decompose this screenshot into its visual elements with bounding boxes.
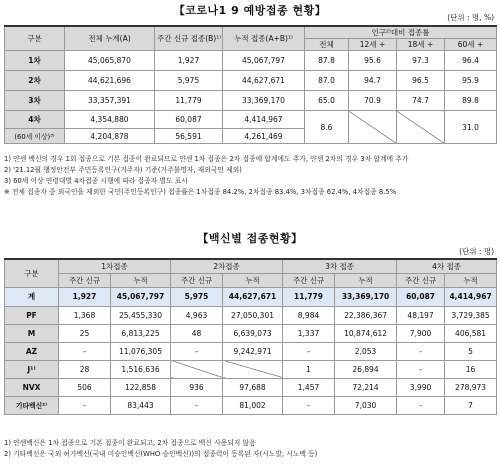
cell: 406,581	[445, 324, 497, 342]
cell: -	[397, 360, 445, 378]
footnote: 3) 60세 이상 연령대별 4차접종 시행에 따라 접종자 별도 표시	[4, 177, 188, 185]
row-label: 기타백신²⁾	[5, 396, 59, 414]
cell: 33,369,170	[223, 91, 305, 111]
cell: 1,337	[283, 324, 335, 342]
cell: 6,639,073	[223, 324, 283, 342]
cell: 44,627,671	[223, 287, 283, 306]
empty-diagonal-cell	[223, 360, 283, 378]
footnote: 1) 얀센백신은 1차 접종으로 기본 접종이 완료되고, 2차 접종으로 백신 사용되지 않음	[4, 439, 256, 447]
cell: 936	[171, 378, 223, 396]
table2-title: 【백신별 접종현황】	[197, 232, 303, 245]
cell: 4,963	[171, 306, 223, 324]
header-dose2: 2차접종	[171, 259, 283, 273]
cell: 5,975	[171, 287, 223, 306]
header-weekly-new: 주간 신규	[283, 273, 335, 287]
cell: 96.5	[397, 71, 445, 91]
cell: 26,894	[335, 360, 397, 378]
cell: 97.3	[397, 51, 445, 71]
cell: 31.0	[445, 111, 497, 144]
cell: 25	[59, 324, 111, 342]
row-label: 4차	[5, 111, 65, 129]
vaccination-status-table	[4, 25, 497, 144]
cell: 3,990	[397, 378, 445, 396]
cell: 96.4	[445, 51, 497, 71]
table-row	[5, 51, 497, 71]
row-label: NVX	[5, 378, 59, 396]
cell: 4,354,880	[65, 111, 155, 129]
table-row	[5, 324, 497, 342]
cell: 70.9	[349, 91, 397, 111]
cell: 1,927	[59, 287, 111, 306]
cell: -	[171, 342, 223, 360]
empty-diagonal-cell	[171, 360, 223, 378]
cell: 28	[59, 360, 111, 378]
cell: 8,984	[283, 306, 335, 324]
cell: -	[59, 342, 111, 360]
table-row	[5, 306, 497, 324]
cell: 72,214	[335, 378, 397, 396]
cell: 94.7	[349, 71, 397, 91]
cell: 7,900	[397, 324, 445, 342]
cell: 48,197	[397, 306, 445, 324]
cell: -	[283, 396, 335, 414]
header-rate: 인구²⁾대비 접종률	[305, 26, 497, 39]
cell: 95.6	[349, 51, 397, 71]
header-gubun: 구분	[5, 259, 59, 287]
header-cumulative: 누적	[445, 273, 497, 287]
header-cumulative: 누적	[223, 273, 283, 287]
cell: -	[59, 396, 111, 414]
cell: 4,414,967	[445, 287, 497, 306]
cell: 5	[445, 342, 497, 360]
row-label: 3차	[5, 91, 65, 111]
header-rate-60: 60세 +	[445, 39, 497, 51]
cell: 10,874,612	[335, 324, 397, 342]
table-row	[5, 342, 497, 360]
table-row	[5, 71, 497, 91]
header-weekly-new: 주간 신규 접종(B)¹⁾	[155, 26, 223, 51]
header-weekly-new: 주간 신규	[397, 273, 445, 287]
header-rate-12: 12세 +	[349, 39, 397, 51]
cell: 60,087	[155, 111, 223, 129]
cell: 97,688	[223, 378, 283, 396]
row-label: 1차	[5, 51, 65, 71]
cell: 89.8	[445, 91, 497, 111]
cell: -	[397, 396, 445, 414]
footnote: 1) 얀센 백신의 경우 1회 접종으로 기본 접종이 완료되므로 얀센 1차 접종은 2차 접종에 합계에도 추가, 얀센 2차의 경우 3차 합계에 추가	[4, 155, 409, 163]
table1-notes	[4, 154, 408, 198]
table-row	[5, 111, 497, 129]
cell: 27,050,301	[223, 306, 283, 324]
cell: 95.9	[445, 71, 497, 91]
cell: 1	[283, 360, 335, 378]
cell: 16	[445, 360, 497, 378]
cell: 1,516,636	[111, 360, 171, 378]
cell: 4,414,967	[223, 111, 305, 129]
cell: 56,591	[155, 129, 223, 144]
cell: 4,204,878	[65, 129, 155, 144]
header-dose1: 1차접종	[59, 259, 171, 273]
cell: 6,813,225	[111, 324, 171, 342]
header-weekly-new: 주간 신규	[59, 273, 111, 287]
cell: 9,242,971	[223, 342, 283, 360]
table-row	[5, 396, 497, 414]
footnote: 2) 기타백신은 국외 허가백신(국내 미승인백신(WHO 승인백신))의 접종력이 등록된 자(시노발, 시노백 등)	[4, 450, 318, 458]
cell: 278,973	[445, 378, 497, 396]
cell: -	[171, 396, 223, 414]
cell: 45,065,870	[65, 51, 155, 71]
table2-notes	[4, 438, 317, 460]
cell: 5,975	[155, 71, 223, 91]
cell: 7	[445, 396, 497, 414]
cell: 1,368	[59, 306, 111, 324]
cell: 60,087	[397, 287, 445, 306]
cell: 83,443	[111, 396, 171, 414]
footnote: 2) '21.12월 행정안전부 주민등록인구(거주자) 기준(거주불명자, 재외국민 제외)	[4, 166, 242, 174]
table-row-total	[5, 287, 497, 306]
table-row	[5, 360, 497, 378]
cell: 45,067,797	[223, 51, 305, 71]
header-cumulative: 누적	[335, 273, 397, 287]
cell: 44,627,671	[223, 71, 305, 91]
row-label: M	[5, 324, 59, 342]
cell: 74.7	[397, 91, 445, 111]
cell: 81,002	[223, 396, 283, 414]
table1-unit: (단위 : 명, %)	[447, 13, 494, 22]
cell: 87.8	[305, 51, 349, 71]
empty-diagonal-cell	[349, 111, 397, 144]
cell: -	[283, 342, 335, 360]
cell: 506	[59, 378, 111, 396]
header-gubun: 구분	[5, 26, 65, 51]
cell: 11,076,305	[111, 342, 171, 360]
header-total: 전체 누계(A)	[65, 26, 155, 51]
header-rate-18: 18세 +	[397, 39, 445, 51]
cell: 122,858	[111, 378, 171, 396]
header-dose3: 3차 접종	[283, 259, 397, 273]
row-label: 2차	[5, 71, 65, 91]
cell: 33,357,391	[65, 91, 155, 111]
row-label: J¹⁾	[5, 360, 59, 378]
cell: 2,053	[335, 342, 397, 360]
table2-unit: (단위 : 명)	[459, 247, 494, 256]
row-label: AZ	[5, 342, 59, 360]
cell: 48	[171, 324, 223, 342]
cell: 44,621,696	[65, 71, 155, 91]
table-row	[5, 91, 497, 111]
footnote: ※ 전체 접종자 중 외국인을 제외한 국민(주민등록인구) 접종률은 1차접종 84.2%, 2차접종 83.4%, 3차접종 62.4%, 4차접종 8.5%	[4, 188, 397, 196]
table1-title: 【코로나1 9 예방접종 현황】	[173, 4, 327, 17]
row-label: PF	[5, 306, 59, 324]
table-row	[5, 378, 497, 396]
row-label: (60세 이상)³⁾	[5, 129, 65, 144]
header-weekly-new: 주간 신규	[171, 273, 223, 287]
cell: 3,729,385	[445, 306, 497, 324]
cell: 11,779	[155, 91, 223, 111]
cell: 22,386,367	[335, 306, 397, 324]
header-rate-all: 전체	[305, 39, 349, 51]
header-dose4: 4차 접종	[397, 259, 497, 273]
header-cumulative: 누적	[111, 273, 171, 287]
cell: -	[397, 342, 445, 360]
cell: 65.0	[305, 91, 349, 111]
cell: 11,779	[283, 287, 335, 306]
cell: 25,455,330	[111, 306, 171, 324]
empty-diagonal-cell	[397, 111, 445, 144]
cell: 4,261,469	[223, 129, 305, 144]
cell: 1,927	[155, 51, 223, 71]
header-cumulative: 누적 접종(A+B)¹⁾	[223, 26, 305, 51]
cell: 87.0	[305, 71, 349, 91]
cell: 7,030	[335, 396, 397, 414]
cell: 33,369,170	[335, 287, 397, 306]
row-label: 계	[5, 287, 59, 306]
cell: 8.6	[305, 111, 349, 144]
vaccine-type-table	[4, 258, 497, 415]
cell: 45,067,797	[111, 287, 171, 306]
cell: 1,457	[283, 378, 335, 396]
